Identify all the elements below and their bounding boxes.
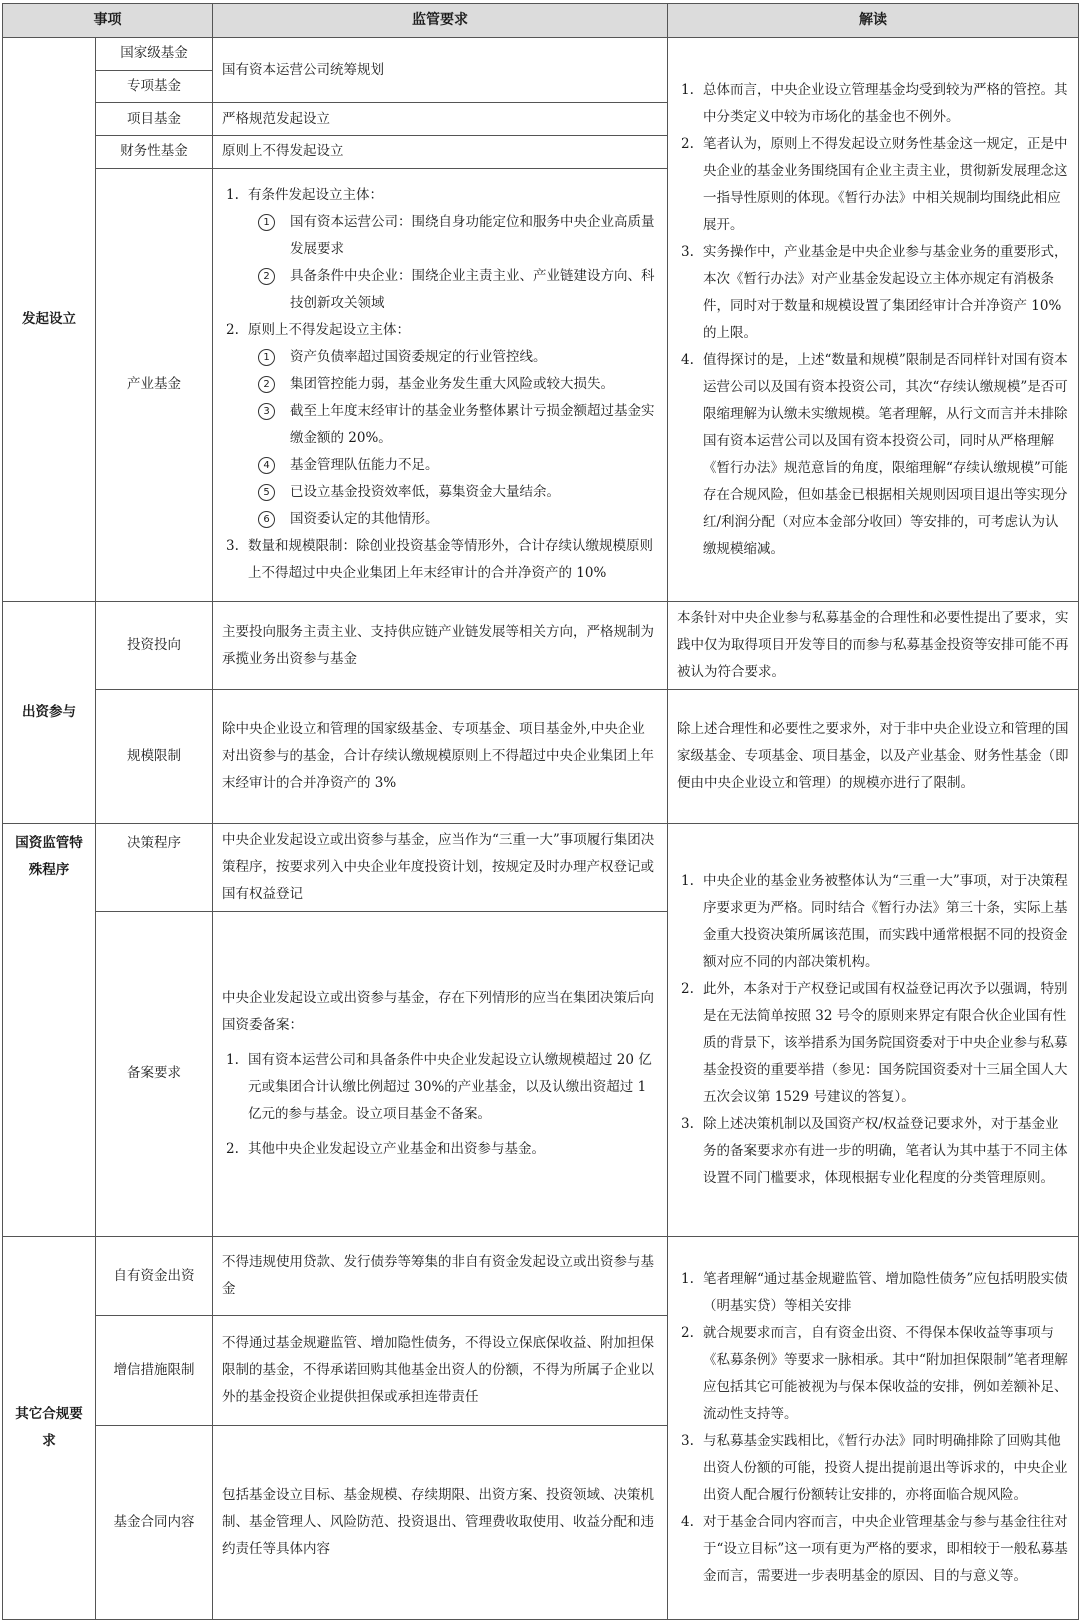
subcategory-own-funds: 自有资金出资 [96,1236,213,1316]
table-row [3,689,1079,823]
sub-list-item: 2 集团管控能力弱，基金业务发生重大风险或较大损失。 [258,371,658,398]
header-row [3,4,1079,38]
requirement-cell [213,911,668,1236]
subcategory-industry-fund: 产业基金 [96,168,213,601]
category-capital-participation: 出资参与 [3,602,96,824]
subcategory-credit-enhancement: 增信措施限制 [96,1316,213,1425]
subcategory-financial-fund: 财务性基金 [96,136,213,169]
list-item: 1. 笔者理解“通过基金规避监管、增加隐性债务”应包括明股实债（明基实贷）等相关安排 [681,1270,1068,1314]
list-item: 2. 原则上不得发起设立主体： 1 资产负债率超过国资委规定的行业管控线。 2 集团管控能力弱，基金业务发生重大风险或较大损失。 3 截至上年度末经审计的基金业务整体累计亏损金额超过基金实缴金额的 20%。 4 基金管理队伍能力不足。 5 已设立基金投资效率低，募集资金大量结余。 6 国资委认定的其他情形。 [222,317,658,533]
sub-list-item: 3 截至上年度末经审计的基金业务整体累计亏损金额超过基金实缴金额的 20%。 [258,398,658,452]
sub-list-item: 2 具备条件中央企业：围绕企业主责主业、产业链建设方向、科技创新攻关领域 [258,263,658,317]
sub-list-item: 4 基金管理队伍能力不足。 [258,452,658,479]
requirement-intro: 中央企业发起设立或出资参与基金，存在下列情形的应当在集团决策后向国资委备案： [222,989,654,1033]
interpretation-cell [668,38,1079,602]
requirement-list [222,182,658,587]
table-row [3,1236,1079,1316]
table-row [3,602,1079,690]
interpretation-cell [668,1236,1079,1619]
subcategory-national-fund: 国家级基金 [96,38,213,71]
regulation-table [2,3,1079,1620]
category-other-compliance: 其它合规要求 [3,1236,96,1619]
requirement-cell: 国有资本运营公司统筹规划 [213,38,668,103]
list-item: 1. 国有资本运营公司和具备条件中央企业发起设立认缴规模超过 20 亿元或集团合计认缴比例超过 30%的产业基金，以及认缴出资超过 1 亿元的参与基金。设立项目基金不备案。 [226,1051,652,1122]
interpretation-cell: 本条针对中央企业参与私募基金的合理性和必要性提出了要求，实践中仅为取得项目开发等目的而参与私募基金投资等安排可能不再被认为符合要求。 [668,602,1079,690]
sub-list-item: 6 国资委认定的其他情形。 [258,506,658,533]
sub-list-item: 5 已设立基金投资效率低，募集资金大量结余。 [258,479,658,506]
table-row [3,38,1079,71]
list-item: 2. 就合规要求而言，自有资金出资、不得保本保收益等事项与《私募条例》等要求一脉相承。其中“附加担保限制”笔者理解应包括其它可能被视为与保本保收益的安排，例如差额补足、流动性支持等。 [681,1324,1068,1422]
subcategory-investment-direction: 投资投向 [96,602,213,690]
interpretation-list [677,868,1069,1192]
list-item: 2. 此外，本条对于产权登记或国有权益登记再次予以强调，特别是在无法简单按照 32 号令的原则来界定有限合伙企业国有性质的背景下，该举措系为国务院国资委对于中央企业参与私募基金投资的重要举措（参见：国务院国资委对十三届全国人大五次会议第 1529 号建议的答复）。 [681,980,1068,1105]
requirement-cell: 主要投向服务主责主业、支持供应链产业链发展等相关方向，严格规制为承揽业务出资参与基金 [213,602,668,690]
interpretation-cell: 除上述合理性和必要性之要求外，对于非中央企业设立和管理的国家级基金、专项基金、项目基金，以及产业基金、财务性基金（即便由中央企业设立和管理）的规模亦进行了限制。 [668,689,1079,823]
requirement-cell: 原则上不得发起设立 [213,136,668,169]
list-item: 3. 实务操作中，产业基金是中央企业参与基金业务的重要形式，本次《暂行办法》对产业基金发起设立主体亦规定有消极条件，同时对于数量和规模设置了集团经审计合并净资产 10%的上限。 [681,243,1068,341]
interpretation-list [677,77,1069,563]
subcategory-filing-requirement: 备案要求 [96,911,213,1236]
list-item: 3. 与私募基金实践相比，《暂行办法》同时明确排除了回购其他出资人份额的可能，投资人提出提前退出等诉求的，中央企业出资人配合履行份额转让安排的，亦将面临合规风险。 [681,1432,1068,1503]
requirement-cell: 除中央企业设立和管理的国家级基金、专项基金、项目基金外,中央企业对出资参与的基金，合计存续认缴规模原则上不得超过中央企业集团上年末经审计的合并净资产的 3% [213,689,668,823]
subcategory-decision-procedure: 决策程序 [96,823,213,911]
sub-list [248,209,658,317]
table-row [3,823,1079,911]
requirement-cell: 严格规范发起设立 [213,103,668,136]
requirement-cell: 中央企业发起设立或出资参与基金，应当作为“三重一大”事项履行集团决策程序，按要求列入中央企业年度投资计划，按规定及时办理产权登记或国有权益登记 [213,823,668,911]
interpretation-cell [668,823,1079,1236]
header-matter: 事项 [3,4,213,38]
list-item: 4. 对于基金合同内容而言，中央企业管理基金与参与基金往往对于“设立目标”这一项有更为严格的要求，即相较于一般私募基金而言，需要进一步表明基金的原因、目的与意义等。 [681,1513,1068,1584]
list-item: 1. 中央企业的基金业务被整体认为“三重一大”事项，对于决策程序要求更为严格。同时结合《暂行办法》第三十条，实际上基金重大投资决策所属该范围，而实践中通常根据不同的投资金额对应不同的内部决策机构。 [681,872,1068,970]
list-item: 4. 值得探讨的是，上述“数量和规模”限制是否同样针对国有资本运营公司以及国有资本投资公司，其次“存续认缴规模”是否可限缩理解为认缴未实缴规模。笔者理解，从行文而言并未排除国有资本运营公司以及国有资本投资公司，同时从严格理解《暂行办法》规范意旨的角度，限缩理解“存续认缴规模”可能存在合规风险，但如基金已根据相关规则因项目退出等实现分红/利润分配（对应本金部分收回）等安排的，可考虑认为认缴规模缩减。 [681,351,1068,557]
list-item: 1. 有条件发起设立主体： 1 国有资本运营公司：围绕自身功能定位和服务中央企业高质量发展要求 2 具备条件中央企业：围绕企业主责主业、产业链建设方向、科技创新攻关领域 [222,182,658,317]
list-item: 3. 数量和规模限制：除创业投资基金等情形外，合计存续认缴规模原则上不得超过中央企业集团上年末经审计的合并净资产的 10% [226,538,653,582]
subcategory-scale-limit: 规模限制 [96,689,213,823]
sub-list [248,344,658,533]
list-item: 2. 其他中央企业发起设立产业基金和出资参与基金。 [226,1140,545,1157]
sub-list-item: 1 国有资本运营公司：围绕自身功能定位和服务中央企业高质量发展要求 [258,209,658,263]
requirement-cell: 不得违规使用贷款、发行债券等筹集的非自有资金发起设立或出资参与基金 [213,1236,668,1316]
requirement-list [222,1047,658,1163]
requirement-cell: 包括基金设立目标、基金规模、存续期限、出资方案、投资领域、决策机制、基金管理人、风险防范、投资退出、管理费收取使用、收益分配和违约责任等具体内容 [213,1425,668,1619]
interpretation-list [677,1266,1069,1590]
subcategory-special-fund: 专项基金 [96,70,213,103]
subcategory-project-fund: 项目基金 [96,103,213,136]
header-requirement: 监管要求 [213,4,668,38]
list-item: 3. 除上述决策机制以及国资产权/权益登记要求外，对于基金业务的备案要求亦有进一步的明确，笔者认为其中基于不同主体设置不同门槛要求，体现根据专业化程度的分类管理原则。 [681,1115,1068,1186]
category-sasac-procedures: 国资监管特殊程序 [3,823,96,1236]
header-interpretation: 解读 [668,4,1079,38]
requirement-cell [213,168,668,601]
list-item: 1. 总体而言，中央企业设立管理基金均受到较为严格的管控。其中分类定义中较为市场化的基金也不例外。 [681,81,1068,125]
subcategory-fund-contract: 基金合同内容 [96,1425,213,1619]
list-item: 2. 笔者认为，原则上不得发起设立财务性基金这一规定，正是中央企业的基金业务围绕国有企业主责主业，贯彻新发展理念这一指导性原则的体现。《暂行办法》中相关规制均围绕此相应展开。 [681,135,1068,233]
sub-list-item: 1 资产负债率超过国资委规定的行业管控线。 [258,344,658,371]
requirement-cell: 不得通过基金规避监管、增加隐性债务，不得设立保底保收益、附加担保限制的基金，不得承诺回购其他基金出资人的份额，不得为所属子企业以外的基金投资企业提供担保或承担连带责任 [213,1316,668,1425]
category-establishment: 发起设立 [3,38,96,602]
